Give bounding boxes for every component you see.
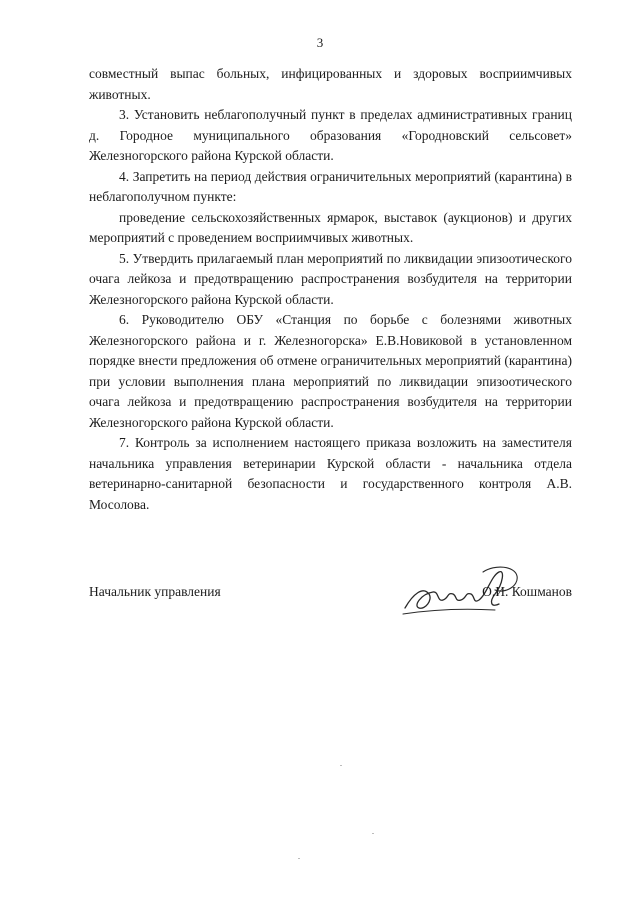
paragraph-item-6: 6. Руководителю ОБУ «Станция по борьбе с болезнями животных Железногорского района и г. Железногорска» Е.В.Новиковой в установленном порядке внести предложения об отмене ограничительных мероприятий (карантина) при условии выполнения плана мероприятий по ликвидации эпизоотического очага лейкоза и предотвращению распространения возбудителя на территории Железногорского района Курской области. [89,312,572,430]
scan-speck [298,858,300,859]
signatory-name: О.И. Кошманов [482,584,572,599]
paragraph-item-4: 4. Запретить на период действия ограничительных мероприятий (карантина) в неблагополучном пункте: [89,168,572,204]
document-body [89,64,572,515]
paragraph-item-5: 5. Утвердить прилагаемый план мероприятий по ликвидации эпизоотического очага лейкоза и предотвращению распространения возбудителя на территории Железногорского района Курской области. [89,250,572,307]
scan-speck [340,765,342,766]
paragraph-item-7: 7. Контроль за исполнением настоящего приказа возложить на заместителя начальника управления ветеринарии Курской области - начальника отдела ветеринарно-санитарной безопасности и государственного контроля А.В. Мосолова. [89,435,572,512]
signature-block [89,582,572,622]
scan-speck [372,833,374,834]
signatory-title: Начальник управления [89,584,221,599]
page-number: 3 [316,35,324,50]
paragraph-continuation: совместный выпас больных, инфицированных и здоровых восприимчивых животных. [89,66,572,102]
paragraph-item-4-detail: проведение сельскохозяйственных ярмарок, выставок (аукционов) и других мероприятий с проведением восприимчивых животных. [89,209,572,245]
paragraph-item-3: 3. Установить неблагополучный пункт в пределах административных границ д. Городное муниципального образования «Городновский сельсовет» Железногорского района Курской области. [89,107,572,163]
